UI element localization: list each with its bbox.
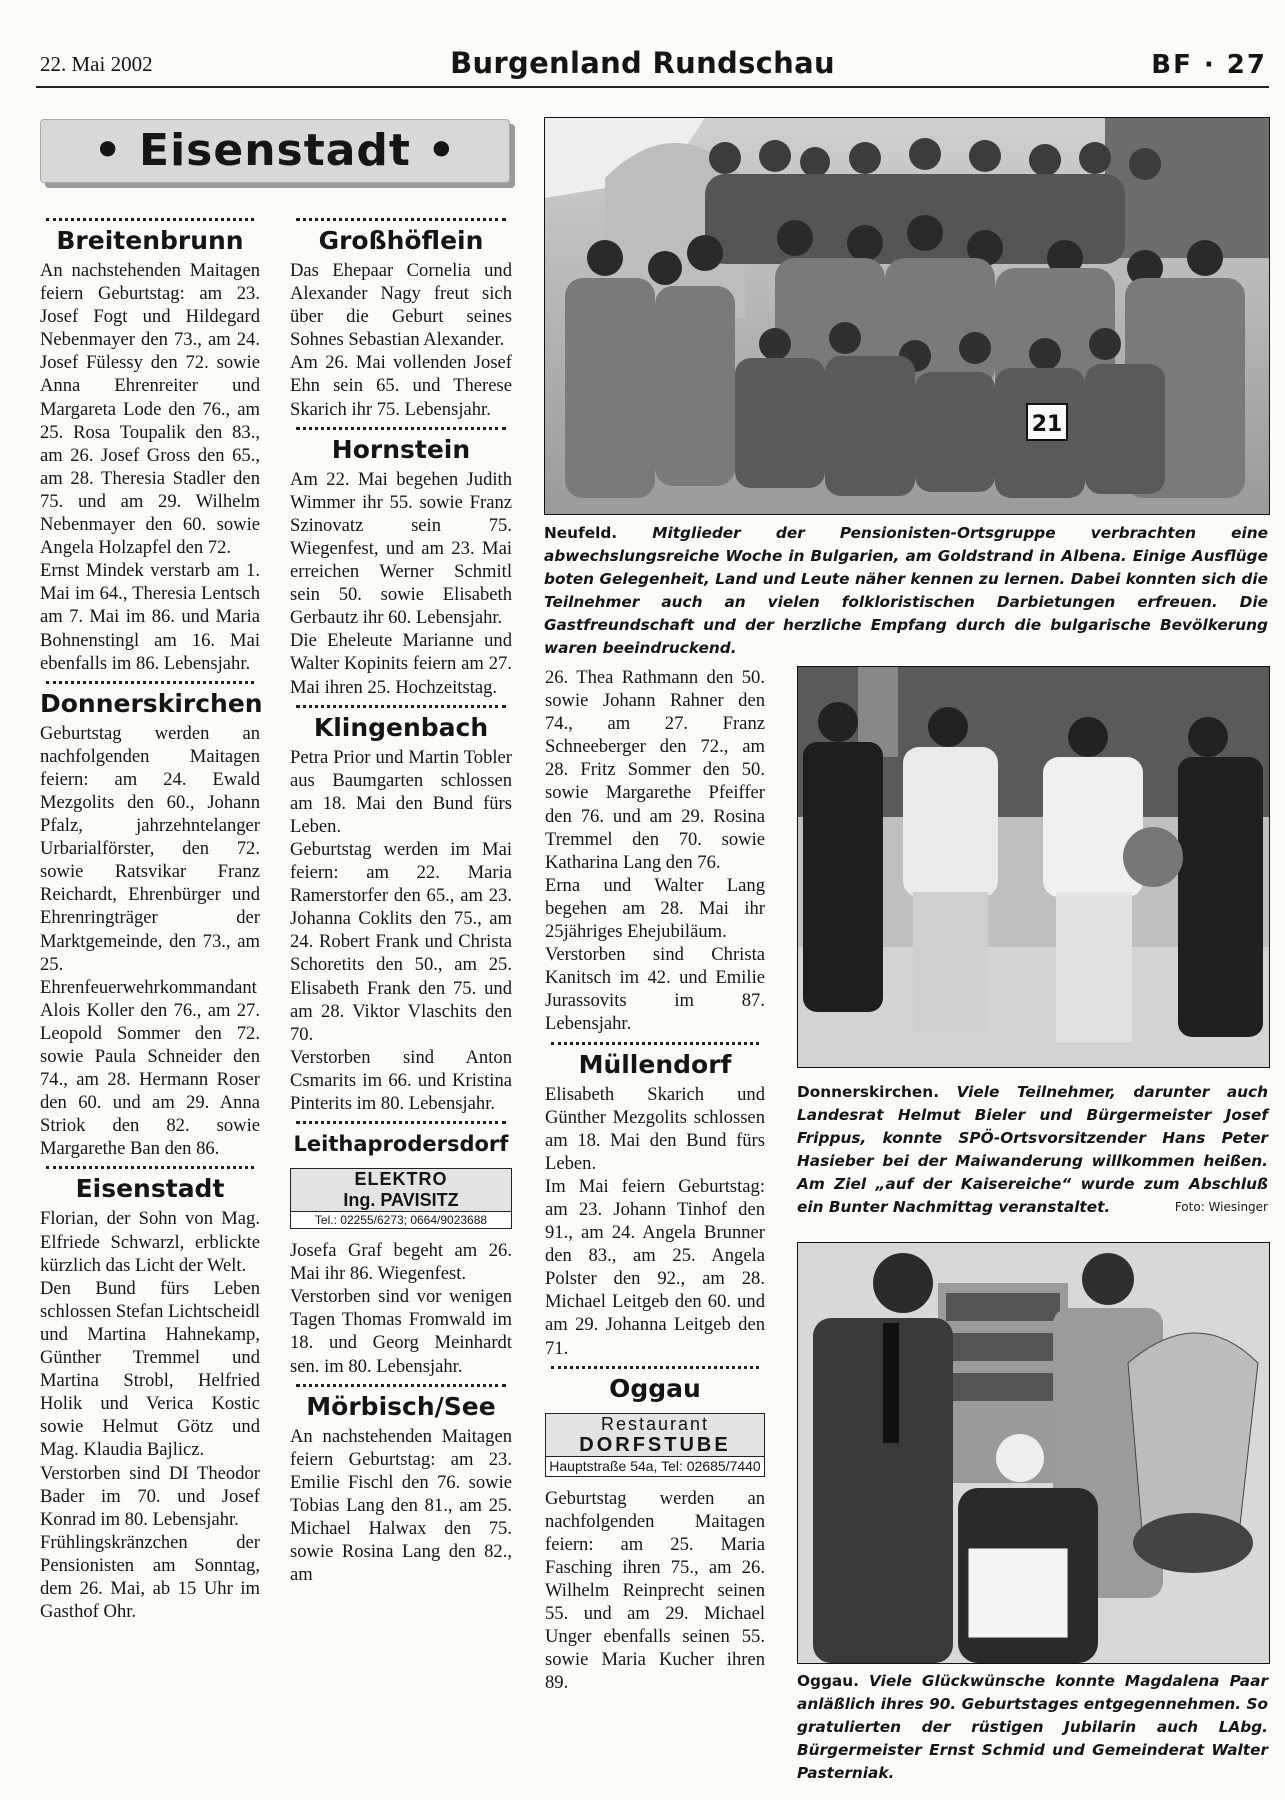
article-text: Frühlingskränzchen der Pensionisten am Sonntag, dem 26. Mai, ab 15 Uhr im Gasthof Ohr. <box>40 1531 260 1623</box>
caption-place: Neufeld. <box>544 524 618 542</box>
caption-text: Viele Glückwünsche konnte Magdalena Paar anläßlich ihres 90. Geburtstages entgegennehmen. So gratulierten der rüstigen Jubilarin auch LAbg. Bürgermeister Ernst Schmid und Gemeinderat Walter Pasterniak. <box>797 1672 1268 1782</box>
ad-address: Hauptstraße 54a, Tel: 02685/7440 <box>546 1456 764 1476</box>
caption-neufeld <box>544 522 1268 659</box>
photo-oggau <box>797 1242 1270 1664</box>
section-banner <box>40 119 510 183</box>
article-text: Verstorben sind Christa Kanitsch im 42. und Emilie Jurassovits im 87. Lebensjahr. <box>545 944 765 1035</box>
article-text: Ernst Mindek verstarb am 1. Mai im 64., Theresia Lentsch am 7. Mai im 86. und Maria Bohnenstingl am 16. Mai ebenfalls im 86. Lebensjahr. <box>40 560 260 674</box>
ad-phone: Tel.: 02255/6273; 0664/9023688 <box>291 1211 511 1228</box>
article-text: Florian, der Sohn von Mag. Elfriede Schwarzl, erblickte kürzlich das Licht der Welt. <box>40 1208 260 1276</box>
heading-breitenbrunn: Breitenbrunn <box>56 226 244 255</box>
photo-credit: Foto: Wiesinger <box>1174 1199 1268 1214</box>
divider <box>46 218 254 221</box>
placard-number: 21 <box>1031 412 1063 437</box>
article-text: An nachstehenden Maitagen feiern Geburtstag: am 23. Josef Fogt und Hildegard Nebenmayer den 73., am 24. Josef Fülessy den 72. sowie Anna Ehrenreiter und Margareta Lode den 76., am 25. Rosa Toupalik den 83., am 26. Josef Gross den 65., am 28. Theresia Stadler den 75. und am 29. Wilhelm Nebenmayer den 60. sowie Angela Holzapfel den 72. <box>40 260 260 559</box>
divider <box>296 705 506 708</box>
group-photo-neufeld <box>544 117 1270 515</box>
heading-muellendorf: Müllendorf <box>578 1049 732 1079</box>
caption-text: Mitglieder der Pensionisten-Ortsgruppe verbrachten eine abwechslungsreiche Woche in Bulgarien, am Goldstrand in Albena. Einige Ausflüge boten Gelegenheit, Land und Leute näher kennen zu lernen. Dabei konnten sich die Teilnehmer auch an vielen folkloristischen Darbietungen erfreuen. Die Gastfreundschaft und der herzliche Empfang durch die bulgarische Bevölkerung waren beeindruckend. <box>544 524 1269 657</box>
heading-hornstein: Hornstein <box>331 434 471 464</box>
article-text: Verstorben sind Anton Csmarits im 66. und Kristina Pinterits im 80. Lebensjahr. <box>290 1046 512 1114</box>
header-rule <box>36 86 1269 88</box>
article-text: Geburtstag werden an nachfolgenden Maitagen feiern: am 24. Ewald Mezgolits den 60., Johann Pfalz, jahrzehntelanger Urbarialförster, den 72. sowie Ratsvikar Franz Reichardt, Ehrenbürger und Ehrenringträger der Marktgemeinde, den 73., am 25. Ehrenfeuerwehrkommandant Alois Koller den 76., am 27. Leopold Sommer den 72. sowie Paula Schneider den 74., am 28. Hermann Roser den 60. und am 29. Anna Striok den 82. sowie Margarethe Ban den 86. <box>40 722 260 1160</box>
heading-grosshoeflein: Großhöflein <box>318 226 484 255</box>
section-title: • Eisenstadt • <box>93 125 457 176</box>
column-2 <box>290 212 512 1586</box>
article-text: Geburtstag werden an nachfolgenden Maitagen feiern: am 25. Maria Fasching ihren 75., am 26. Wilhelm Reinprecht seinen 55. und am 29. Michael Unger ebenfalls seinen 55. sowie Maria Kucher ihren 89. <box>545 1487 765 1694</box>
article-text: Erna und Walter Lang begehen am 28. Mai ihr 25jähriges Ehejubiläum. <box>545 874 765 943</box>
article-text: Verstorben sind DI Theodor Bader im 70. und Josef Konrad im 80. Lebensjahr. <box>40 1462 260 1530</box>
ad-line: Restaurant <box>600 1413 710 1434</box>
article-text: Petra Prior und Martin Tobler aus Baumgarten schlossen am 18. Mai den Bund fürs Leben. <box>290 746 512 837</box>
article-text: Josefa Graf begeht am 26. Mai ihr 86. Wiegenfest. <box>290 1240 512 1285</box>
photo-illustration <box>545 118 1269 514</box>
column-3 <box>545 666 765 1694</box>
article-text: Geburtstag werden im Mai feiern: am 22. Maria Ramerstorfer den 65., am 23. Johanna Coklits den 75., am 24. Robert Frank und Christa Schoretits den 50., am 25. Elisabeth Frank den 75. und am 28. Viktor Vlaschits den 70. <box>290 838 512 1045</box>
article-text: Im Mai feiern Geburtstag: am 23. Johann Tinhof den 91., am 24. Angela Brunner den 83., am 25. Angela Polster den 92., am 28. Michael Leitgeb den 60. und am 29. Johanna Leitgeb den 71. <box>545 1175 765 1359</box>
heading-oggau: Oggau <box>609 1373 701 1403</box>
ad-line: DORFSTUBE <box>579 1433 731 1456</box>
issue-date: 22. Mai 2002 <box>40 52 153 76</box>
article-text: Am 22. Mai begehen Judith Wimmer ihr 55. sowie Franz Szinovatz sein 75. Wiegenfest, und am 23. Mai erreichen Werner Schmitl sein 50. sowie Elisabeth Gerbautz ihr 60. Lebensjahr. <box>290 468 512 629</box>
divider <box>551 1042 759 1045</box>
divider <box>296 1121 506 1124</box>
ad-line: ELEKTRO <box>354 1169 448 1190</box>
caption-place: Oggau. <box>797 1672 859 1690</box>
divider <box>46 1166 254 1169</box>
article-text: Das Ehepaar Cornelia und Alexander Nagy freut sich über die Geburt seines Sohnes Sebastian Alexander. <box>290 260 512 351</box>
photo-illustration <box>798 667 1269 1067</box>
divider <box>46 681 254 684</box>
article-text: Am 26. Mai vollenden Josef Ehn sein 65. und Therese Skarich ihr 75. Lebensjahr. <box>290 352 512 420</box>
newspaper-title: Burgenland Rundschau <box>450 46 835 80</box>
article-text: Elisabeth Skarich und Günther Mezgolits schlossen am 18. Mai den Bund fürs Leben. <box>545 1083 765 1174</box>
heading-eisenstadt: Eisenstadt <box>75 1174 225 1204</box>
caption-oggau <box>797 1670 1268 1785</box>
article-text: Verstorben sind vor wenigen Tagen Thomas Fromwald im 18. und Georg Meinhardt sen. im 80. Lebensjahr. <box>290 1286 512 1377</box>
caption-text: Viele Teilnehmer, darunter auch Landesrat Helmut Bieler und Bürgermeister Josef Frippus, konnte SPÖ-Ortsvorsitzender Hans Peter Hasieber bei der Maiwanderung willkommen heißen. Am Ziel „auf der Kaisereiche“ wurde zum Abschluß ein Bunter Nachmittag veranstaltet. <box>797 1083 1268 1216</box>
advertisement-dorfstube <box>545 1413 765 1477</box>
heading-leithaprodersdorf: Leithaprodersdorf <box>293 1132 509 1157</box>
caption-donnerskirchen <box>797 1081 1268 1218</box>
heading-klingenbach: Klingenbach <box>313 712 489 742</box>
article-text: Die Eheleute Marianne und Walter Kopinits feiern am 27. Mai ihren 25. Hochzeitstag. <box>290 630 512 698</box>
article-text: An nachstehenden Maitagen feiern Geburtstag: am 23. Emilie Fischl den 76. sowie Tobias Lang den 81., am 25. Michael Halwax den 75. sowie Rosina Lang den 82., am <box>290 1425 512 1586</box>
caption-place: Donnerskirchen. <box>797 1083 940 1101</box>
advertisement-elektro <box>290 1168 512 1229</box>
divider <box>296 427 506 430</box>
divider <box>551 1366 759 1369</box>
heading-moerbisch: Mörbisch/See <box>306 1391 496 1421</box>
article-text: 26. Thea Rathmann den 50. sowie Johann Rahner den 74., am 27. Franz Schneeberger den 72., am 28. Fritz Sommer den 50. sowie Margarethe Pfeiffer den 76. und am 29. Rosina Tremmel den 70. sowie Katharina Lang den 76. <box>545 667 765 873</box>
page-number: BF · 27 <box>1151 50 1267 80</box>
divider <box>296 1384 506 1387</box>
photo-donnerskirchen <box>797 666 1270 1068</box>
column-1 <box>40 212 263 1623</box>
ad-line: Ing. PAVISITZ <box>343 1190 459 1211</box>
heading-donnerskirchen: Donnerskirchen <box>40 688 263 718</box>
article-text: Den Bund fürs Leben schlossen Stefan Lichtscheidl und Martina Hahnekamp, Günther Tremmel und Martina Strobl, Helfried Holik und Verica Kostic sowie Helmut Götz und Mag. Klaudia Bajlicz. <box>40 1277 260 1461</box>
photo-illustration <box>798 1243 1269 1663</box>
divider <box>296 218 506 221</box>
